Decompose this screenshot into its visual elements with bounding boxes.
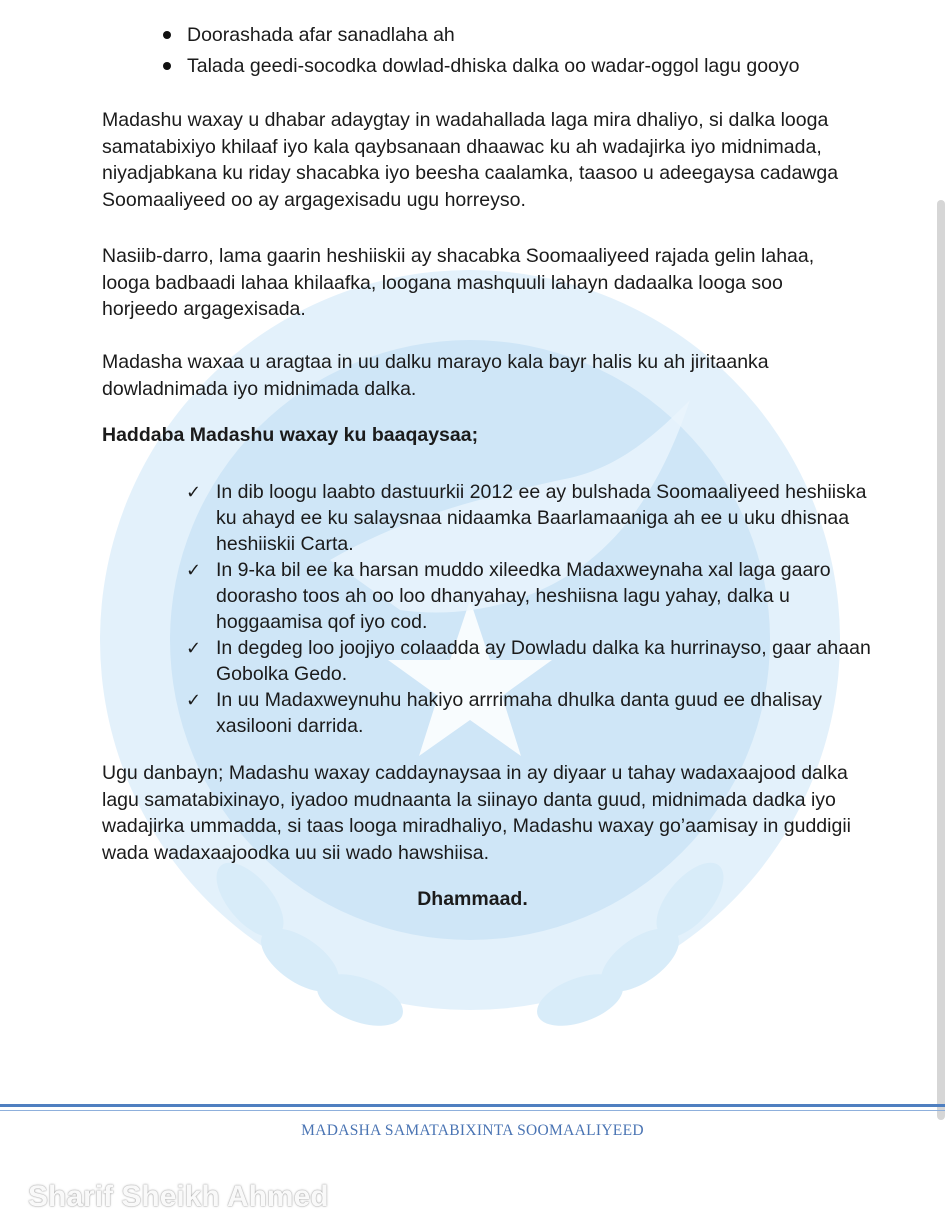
footer-organization-name: MADASHA SAMATABIXINTA SOOMAALIYEED — [301, 1122, 644, 1139]
list-item: ✓ In uu Madaxweynuhu hakiyo arrrimaha dhulka danta guud ee dhalisay xasilooni darrida. — [186, 689, 822, 737]
section-heading: Haddaba Madashu waxay ku baaqaysaa; — [102, 424, 479, 446]
closing-text: Dhammaad. — [417, 888, 528, 910]
paragraph: Madasha waxaa u aragtaa in uu dalku marayo kala bayr halis ku ah jiritaanka dowladnimada iyo midnimada dalka. — [102, 351, 769, 400]
bullet-list — [160, 20, 800, 82]
conclusion-paragraph: Ugu danbayn; Madashu waxay caddaynaysaa in ay diyaar u tahay wadaxaajood dalka lagu samatabixinayo, iyadoo mudnaanta la siinayo danta guud, midnimada dadka iyo wadajirka ummadda, si taas looga miradhaliyo, Madashu waxay go’aamisay in guddigii wada wadaxaajoodka uu sii wado hawshiisa. — [102, 762, 851, 864]
checkmark-icon: ✓ — [186, 638, 202, 658]
list-item: ✓ In dib loogu laabto dastuurkii 2012 ee ay bulshada Soomaaliyeed heshiiska ku ahayd ee ku salaysnaa nidaamka Baarlamaaniga ah ee u uku dhisnaa heshiiskii Carta. — [186, 481, 867, 555]
bullet-icon — [163, 62, 171, 70]
checkmark-icon: ✓ — [186, 690, 202, 710]
list-item: ✓ In degdeg loo joojiyo colaadda ay Dowladu dalka ka hurrinayso, gaar ahaan Gobolka Gedo. — [186, 637, 871, 685]
checkmark-icon: ✓ — [186, 560, 202, 580]
list-item: ✓ In 9-ka bil ee ka harsan muddo xileedka Madaxweynaha xal laga gaaro doorasho toos ah oo loo dhanyahay, heshiisna lagu yahay, dalka u hoggaamisa qof iyo cod. — [186, 559, 831, 633]
paragraph: Nasiib-darro, lama gaarin heshiiskii ay shacabka Soomaaliyeed rajada gelin lahaa, looga badbaadi lahaa khilaafka, loogana mashquuli lahayn dadaalka looga soo horjeedo argagexisada. — [102, 245, 815, 320]
bullet-icon — [163, 31, 171, 39]
paragraph: Madashu waxay u dhabar adaygtay in wadahallada laga mira dhaliyo, si dalka looga samatabixiyo khilaaf iyo kala qaybsanaan dhaawac ku ah wadajirka iyo midnimada, niyadjabkana ku riday shacabka iyo beesha caalamka, taasoo u adeegaysa cadawga Soomaaliyeed oo ay argagexisadu ugu horreyso. — [102, 109, 839, 211]
footer-rule-thin — [0, 1110, 945, 1111]
list-item: Doorashada afar sanadlaha ah — [160, 20, 800, 51]
footer-rule — [0, 1104, 945, 1107]
list-item: Talada geedi-socodka dowlad-dhiska dalka oo wadar-oggol lagu gooyo — [160, 51, 800, 82]
checklist — [186, 479, 876, 739]
signature-watermark: Sharif Sheikh Ahmed — [28, 1180, 329, 1213]
checkmark-icon: ✓ — [186, 482, 202, 502]
